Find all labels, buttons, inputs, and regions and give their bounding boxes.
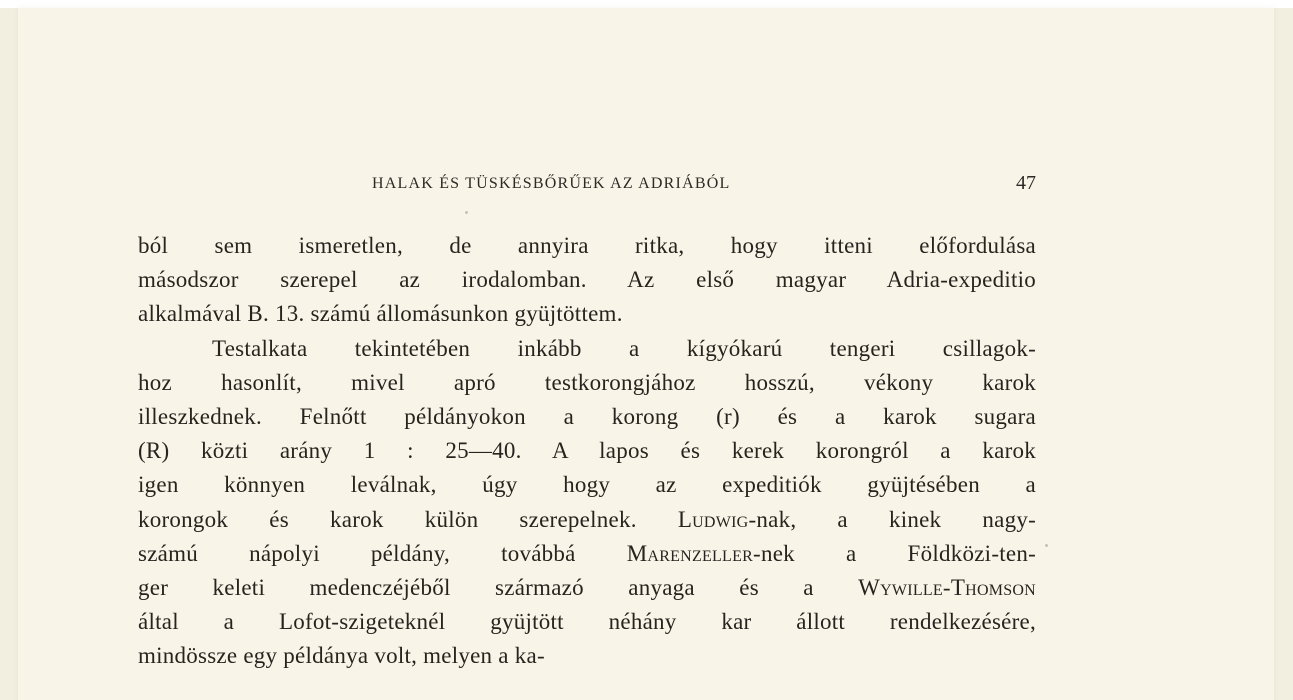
- text-line-7: (R) közti arány 1 : 25—40. A lapos és kerek korongról a karok: [138, 438, 1036, 464]
- author-wywille-thomson: Wywille-Thomson: [858, 575, 1036, 601]
- author-marenzeller: Marenzeller: [626, 540, 754, 566]
- text-line-6: illeszkednek. Felnőtt példányokon a korong (r) és a karok sugara: [138, 404, 1036, 430]
- text-line-10: [138, 537, 1036, 571]
- text-line-9: [138, 503, 1036, 537]
- text-line-12: által a Lofot-szigeteknél gyüjtött néhány kar állott rendelkezésére,: [138, 609, 1036, 635]
- body-text: [138, 229, 1036, 674]
- text-line-10-end: -nek a Földközi-ten-: [753, 540, 1036, 566]
- text-line-5: hoz hasonlít, mivel apró testkorongjához hosszú, vékony karok: [138, 369, 1036, 395]
- text-line-3: alkalmával B. 13. számú állomásunkon gyüjtöttem.: [138, 301, 623, 327]
- paper-speck: [465, 211, 468, 214]
- text-line-11-start: ger keleti medenczéjéből származó anyaga és a: [138, 575, 814, 601]
- text-line-9-start: korongok és karok külön szerepelnek.: [138, 506, 637, 532]
- text-line-4: Testalkata tekintetében inkább a kígyókarú tengeri csillagok-: [212, 335, 1036, 361]
- top-margin: [0, 0, 1293, 8]
- paper-speck: [1045, 544, 1048, 547]
- text-line-13: mindössze egy példánya volt, melyen a ka-: [138, 643, 545, 669]
- running-title: HALAK ÉS TÜSKÉSBŐRŰEK AZ ADRIÁBÓL: [372, 175, 731, 192]
- page-header: [372, 172, 1042, 200]
- page-number: 47: [1016, 172, 1036, 194]
- text-line-11: [138, 571, 1036, 605]
- author-ludwig: Ludwig: [677, 506, 749, 532]
- text-line-8: igen könnyen leválnak, úgy hogy az expeditiók gyüjtésében a: [138, 472, 1036, 498]
- text-line-9-end: -nak, a kinek nagy-: [748, 506, 1037, 532]
- text-line-2: másodszor szerepel az irodalomban. Az első magyar Adria-expeditio: [138, 267, 1036, 293]
- text-line-10-start: számú nápolyi példány, továbbá: [138, 540, 576, 566]
- text-line-1: ból sem ismeretlen, de annyira ritka, hogy itteni előfordulása: [138, 233, 1036, 258]
